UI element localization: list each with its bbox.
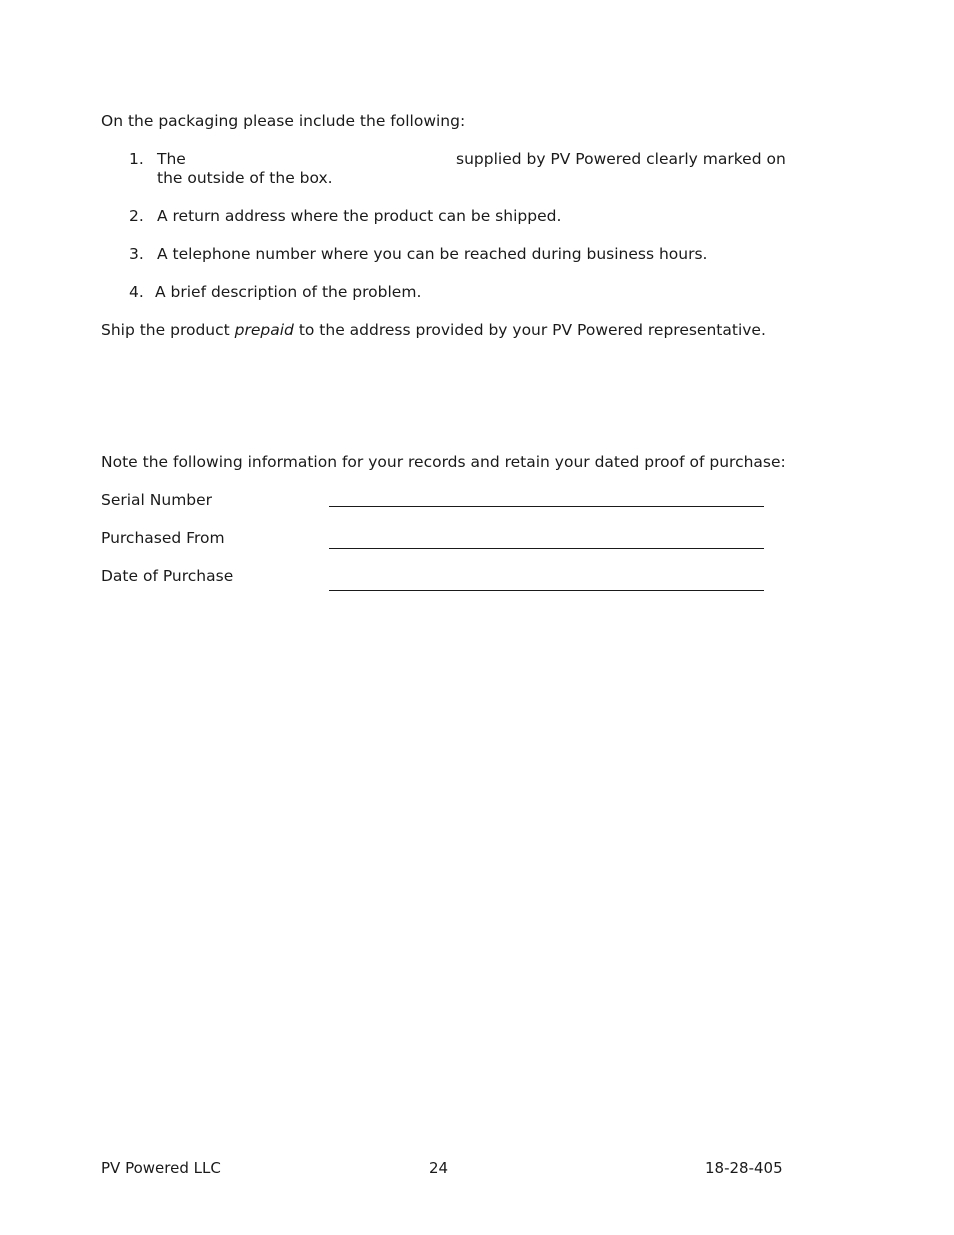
list-number-3: 3. <box>129 245 144 263</box>
list-item-2: A return address where the product can be shipped. <box>157 207 562 225</box>
list-item-4: A brief description of the problem. <box>155 283 422 301</box>
footer-doc-number: 18-28-405 <box>705 1159 783 1177</box>
list-item-3: A telephone number where you can be reached during business hours. <box>157 245 708 263</box>
records-note: Note the following information for your records and retain your dated proof of purchase: <box>101 453 786 471</box>
footer-page-number: 24 <box>429 1159 449 1177</box>
purchased-from-line <box>329 548 764 549</box>
field-label-date-of-purchase: Date of Purchase <box>101 567 234 585</box>
list-number-1: 1. <box>129 150 144 168</box>
list-item-1-tail: supplied by PV Powered clearly marked on <box>456 150 786 168</box>
ship-emphasis: prepaid <box>234 321 294 339</box>
list-item-1-lead: The <box>157 150 186 168</box>
date-of-purchase-line <box>329 590 764 591</box>
list-item-1-continuation: the outside of the box. <box>157 169 333 187</box>
intro-text: On the packaging please include the following: <box>101 112 466 130</box>
field-label-serial-number: Serial Number <box>101 491 213 509</box>
ship-instruction <box>101 321 766 340</box>
field-label-purchased-from: Purchased From <box>101 529 225 547</box>
serial-number-line <box>329 506 764 507</box>
ship-after: to the address provided by your PV Powered representative. <box>293 321 766 339</box>
list-number-4: 4. <box>129 283 144 301</box>
list-number-2: 2. <box>129 207 144 225</box>
footer-company: PV Powered LLC <box>101 1159 221 1177</box>
ship-before: Ship the product <box>101 321 235 339</box>
